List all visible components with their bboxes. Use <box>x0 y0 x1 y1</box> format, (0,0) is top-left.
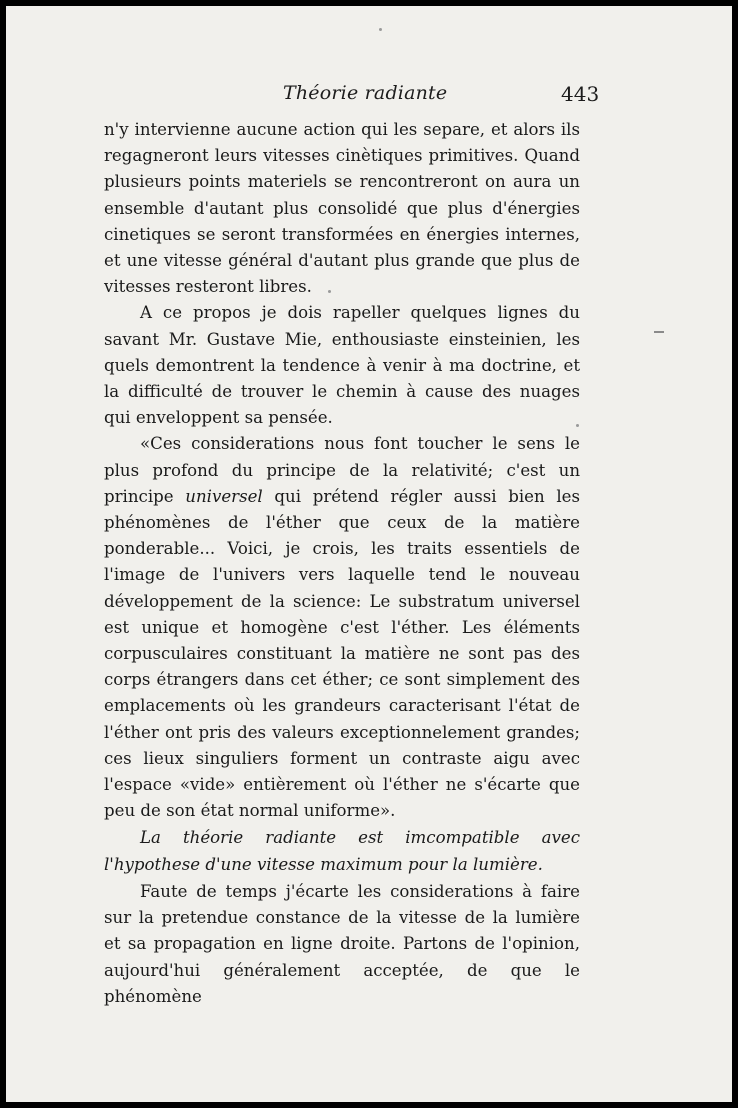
quotation-text-after: qui prétend régler aussi bien les phénomènes de l'éther que ceux de la matière ponderable... Voici, je crois, les traits essentiels de l'image de l'univers vers laquelle tend le nouveau développement de la science: Le substratum universel est unique et homogène c'est l'éther. Les éléments corpusculaires constituant la matière ne sont pas des corps étrangers dans cet éther; ce sont simplement des emplacements où les grandeurs caracterisant l'état de l'éther ont pris des valeurs exceptionnelement grandes; ces lieux singuliers forment un contraste aigu avec l'espace «vide» entièrement où l'éther ne s'écarte que peu de son état normal uniforme». <box>104 486 581 821</box>
book-page <box>6 6 732 1102</box>
paper-speck <box>576 424 579 427</box>
paragraph-mie-intro: A ce propos je dois rapeller quelques lignes du savant Mr. Gustave Mie, enthousiaste einsteinien, les quels demontrent la tendence à venir à ma doctrine, et la difficulté de trouver le chemin à cause des nuages qui enveloppent sa pensée. <box>104 303 580 428</box>
page-header <box>6 76 732 106</box>
paragraph-quotation <box>104 431 580 824</box>
margin-mark <box>654 331 664 333</box>
paper-speck <box>379 28 382 31</box>
paragraph-continuation: n'y intervienne aucune action qui les separe, et alors ils regagneront leurs vitesses cinètiques primitives. Quand plusieurs points materiels se rencontreront on aura un ensemble d'autant plus consolidé que plus d'énergies cinetiques se seront transformées en énergies internes, et une vitesse général d'autant plus grande que plus de vitesses resteront libres. <box>104 120 580 297</box>
paragraph-faute-de-temps: Faute de temps j'écarte les considerations à faire sur la pretendue constance de la vitesse de la lumière et sa propagation en ligne droite. Partons de l'opinion, aujourd'hui généralement acceptée, de que le phénomène <box>104 881 580 1006</box>
body-text <box>104 117 580 1010</box>
quotation-text-before: «Ces considerations nous font toucher le sens le plus profond du principe de la relativité; c'est un principe <box>104 434 580 506</box>
page-number: 443 <box>561 82 600 106</box>
section-heading: La théorie radiante est imcompatible avec l'hypothese d'une vitesse maximum pour la lumière. <box>104 828 580 874</box>
running-title: Théorie radiante <box>283 82 448 104</box>
quotation-italic-word: universel <box>185 486 263 506</box>
paper-speck <box>328 290 331 293</box>
